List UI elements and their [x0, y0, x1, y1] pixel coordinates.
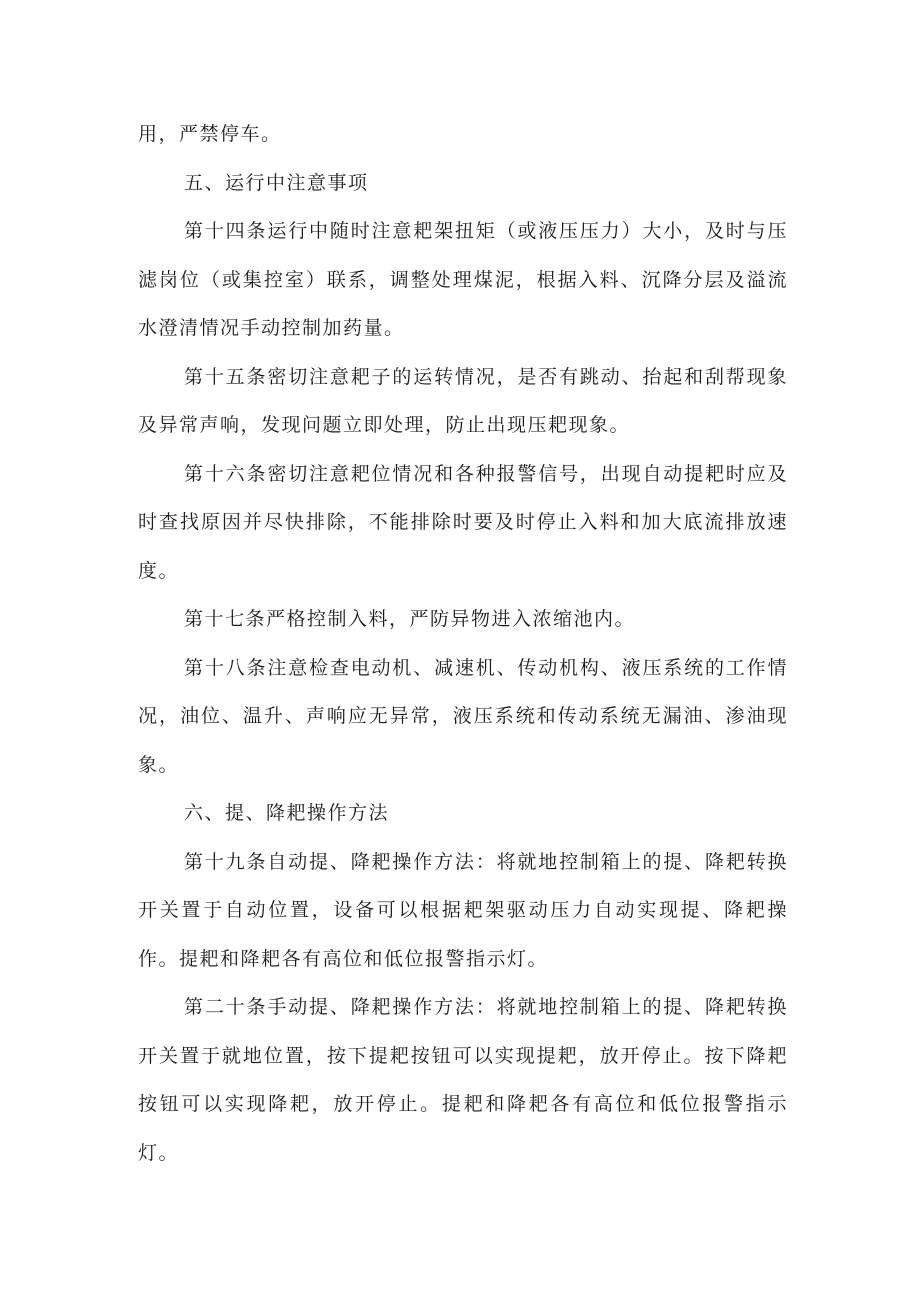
article-17: 第十七条严格控制入料，严防异物进入浓缩池内。 — [184, 608, 636, 630]
article-18: 第十八条注意检查电动机、减速机、传动机构、液压系统的工作情况，油位、温升、声响应无异常，液压系统和传动系统无漏油、渗油现象。 — [138, 656, 788, 776]
article-14: 第十四条运行中随时注意耙架扭矩（或液压压力）大小，及时与压滤岗位（或集控室）联系，调整处理煤泥，根据入料、沉降分层及溢流水澄清情况手动控制加药量。 — [138, 220, 788, 339]
section-heading-5: 五、运行中注意事项 — [184, 171, 369, 194]
document-body — [138, 110, 788, 1177]
article-15: 第十五条密切注意耙子的运转情况，是否有跳动、抬起和刮帮现象及异常声响，发现问题立即处理，防止出现压耙现象。 — [138, 365, 788, 436]
section-heading-6: 六、提、降耙操作方法 — [184, 802, 390, 824]
paragraph-continuation: 用，严禁停车。 — [138, 123, 282, 145]
article-20: 第二十条手动提、降耙操作方法：将就地控制箱上的提、降耙转换开关置于就地位置，按下提耙按钮可以实现提耙，放开停止。按下降耙按钮可以实现降耙，放开停止。提耙和降耙各有高位和低位报警指示灯。 — [138, 996, 788, 1164]
article-19: 第十九条自动提、降耙操作方法：将就地控制箱上的提、降耙转换开关置于自动位置，设备可以根据耙架驱动压力自动实现提、降耙操作。提耙和降耙各有高位和低位报警指示灯。 — [138, 850, 788, 970]
article-16: 第十六条密切注意耙位情况和各种报警信号，出现自动提耙时应及时查找原因并尽快排除，不能排除时要及时停止入料和加大底流排放速度。 — [138, 462, 788, 582]
